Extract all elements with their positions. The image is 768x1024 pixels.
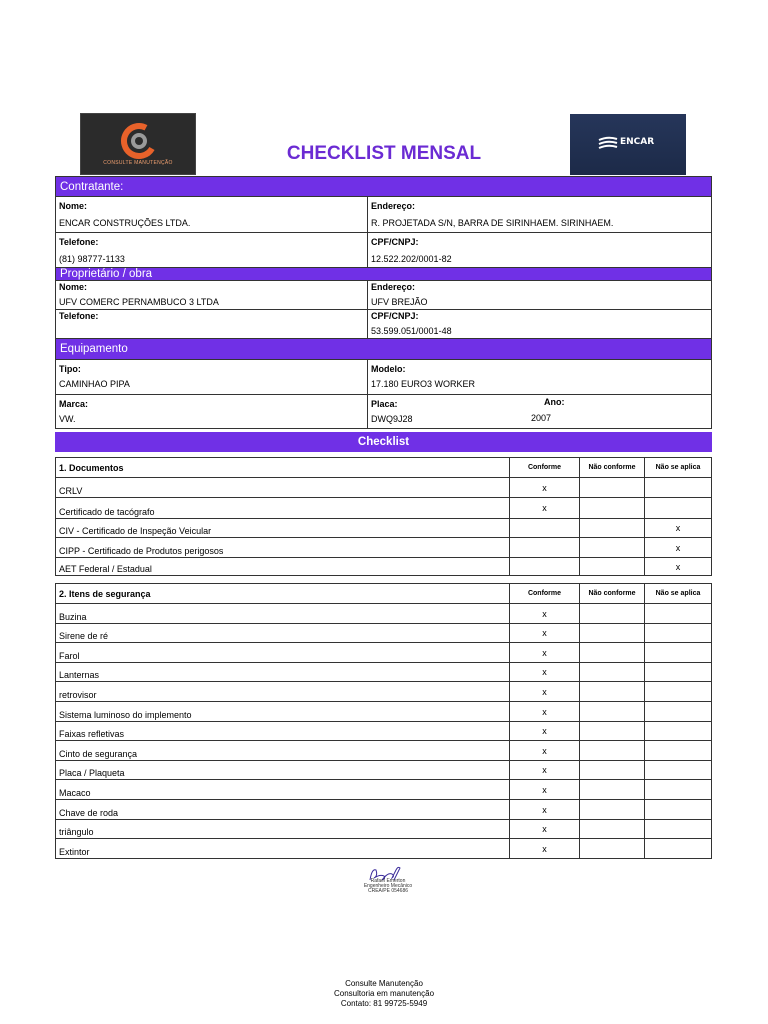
mark-conforme: x — [510, 722, 580, 740]
checklist-row — [56, 662, 711, 681]
endereco-value: R. PROJETADA S/N, BARRA DE SIRINHAEM. SIRINHAEM. — [371, 218, 614, 228]
cpf-value: 53.599.051/0001-48 — [371, 326, 452, 336]
col-nao-conforme: Não conforme — [580, 458, 645, 477]
mark-nao-se-aplica — [645, 624, 711, 642]
ano-value: 2007 — [531, 413, 552, 423]
mark-nao-conforme — [580, 702, 645, 721]
cpf-value: 12.522.202/0001-82 — [371, 254, 452, 264]
logo-right-text: ENCAR — [620, 137, 655, 147]
mark-nao-conforme — [580, 682, 645, 701]
page-title: CHECKLIST MENSAL — [286, 143, 482, 164]
placa-value: DWQ9J28 — [371, 414, 413, 424]
marca-value: VW. — [59, 414, 76, 424]
checklist-item-label: Farol — [56, 643, 510, 662]
mark-nao-se-aplica — [645, 682, 711, 701]
col-conforme: Conforme — [510, 458, 580, 477]
mark-conforme: x — [510, 682, 580, 701]
mark-conforme: x — [510, 702, 580, 721]
cpf-label: CPF/CNPJ: — [371, 311, 419, 321]
checklist-item-label: retrovisor — [56, 682, 510, 701]
checklist-row — [56, 819, 711, 838]
footer-line-2: Consultoria em manutenção — [333, 989, 435, 998]
equipamento-row-marca — [56, 394, 711, 428]
mark-nao-se-aplica — [645, 800, 711, 819]
telefone-label: Telefone: — [59, 237, 99, 247]
documentos-title: 1. Documentos — [56, 458, 510, 477]
checklist-row — [56, 603, 711, 623]
checklist-item-label: CRLV — [56, 478, 510, 497]
equipamento-section — [55, 338, 712, 429]
mark-conforme: x — [510, 498, 580, 518]
col-conforme: Conforme — [510, 584, 580, 603]
mark-conforme: x — [510, 839, 580, 858]
checklist-item-label: Buzina — [56, 604, 510, 623]
mark-nao-se-aplica: x — [675, 542, 681, 553]
cpf-label: CPF/CNPJ: — [371, 237, 419, 247]
mark-nao-conforme — [580, 839, 645, 858]
seguranca-table — [55, 583, 712, 859]
checklist-item-label: CIPP - Certificado de Produtos perigosos — [56, 538, 510, 557]
mark-nao-conforme — [580, 800, 645, 819]
tipo-label: Tipo: — [59, 364, 81, 374]
mark-conforme: x — [510, 741, 580, 760]
checklist-item-label: AET Federal / Estadual — [56, 558, 510, 575]
checklist-row — [56, 681, 711, 701]
mark-nao-se-aplica: x — [675, 523, 681, 533]
nome-label: Nome: — [59, 282, 88, 292]
checklist-row — [56, 557, 711, 575]
mark-nao-se-aplica — [645, 643, 711, 662]
mark-nao-conforme — [580, 741, 645, 760]
endereco-value: UFV BREJÃO — [371, 297, 428, 307]
mark-conforme: x — [510, 643, 580, 662]
tipo-value: CAMINHAO PIPA — [59, 379, 130, 389]
mark-nao-se-aplica — [645, 761, 711, 779]
mark-nao-conforme — [580, 558, 645, 575]
checklist-item-label: triângulo — [56, 820, 510, 838]
mark-conforme: x — [510, 478, 580, 497]
mark-nao-conforme — [580, 722, 645, 740]
checklist-row — [56, 642, 711, 662]
proprietario-header: Proprietário / obra — [56, 268, 711, 280]
mark-nao-se-aplica — [645, 722, 711, 740]
mark-conforme: x — [510, 780, 580, 799]
marca-label: Marca: — [59, 399, 89, 409]
contratante-row-nome — [56, 196, 711, 232]
encar-logo — [570, 114, 686, 175]
mark-nao-se-aplica — [645, 498, 711, 518]
mark-conforme: x — [510, 800, 580, 819]
telefone-value: (81) 98777-1133 — [59, 254, 125, 264]
mark-nao-conforme — [580, 663, 645, 681]
nome-value: UFV COMERC PERNAMBUCO 3 LTDA — [59, 297, 219, 307]
checklist-item-label: Faixas refletivas — [56, 722, 510, 740]
documentos-header-row — [56, 458, 711, 477]
col-nao-se-aplica: Não se aplica — [655, 590, 701, 597]
mark-conforme — [510, 519, 580, 537]
mark-nao-conforme — [580, 498, 645, 518]
checklist-item-label: Extintor — [56, 839, 510, 858]
checklist-row — [56, 838, 711, 858]
seguranca-header-row — [56, 584, 711, 603]
equipamento-header: Equipamento — [56, 339, 711, 359]
equipamento-row-tipo — [56, 359, 711, 394]
col-nao-se-aplica: Não se aplica — [655, 464, 701, 471]
mark-conforme: x — [510, 663, 580, 681]
mark-conforme: x — [510, 604, 580, 623]
checklist-row — [56, 537, 711, 557]
checklist-item-label: Chave de roda — [56, 800, 510, 819]
checklist-item-label: Lanternas — [56, 663, 510, 681]
modelo-value: 17.180 EURO3 WORKER — [371, 379, 476, 389]
telefone-label: Telefone: — [59, 311, 99, 321]
documentos-table — [55, 457, 712, 576]
proprietario-row-telefone — [56, 309, 711, 338]
checklist-item-label: Macaco — [56, 780, 510, 799]
contratante-header: Contratante: — [56, 177, 711, 196]
mark-conforme: x — [510, 624, 580, 642]
nome-value: ENCAR CONSTRUÇÕES LTDA. — [59, 218, 191, 228]
mark-nao-conforme — [580, 478, 645, 497]
mark-nao-se-aplica — [645, 663, 711, 681]
signature-role: Engenheiro Mecânico — [363, 883, 413, 889]
checklist-item-label: Sirene de ré — [56, 624, 510, 642]
checklist-title: Checklist — [55, 432, 712, 452]
checklist-row — [56, 721, 711, 740]
mark-conforme: x — [510, 761, 580, 779]
signature-name: Rafael Emerton — [370, 878, 406, 884]
endereco-label: Endereço: — [371, 282, 416, 292]
checklist-row — [56, 497, 711, 518]
contratante-row-telefone — [56, 232, 711, 267]
mark-nao-se-aplica — [645, 839, 711, 858]
checklist-item-label: Sistema luminoso do implemento — [56, 702, 510, 721]
mark-nao-se-aplica — [645, 478, 711, 497]
mark-nao-conforme — [580, 780, 645, 799]
placa-label: Placa: — [371, 399, 398, 409]
checklist-row — [56, 779, 711, 799]
modelo-label: Modelo: — [371, 364, 406, 374]
checklist-item-label: CIV - Certificado de Inspeção Veicular — [56, 519, 510, 537]
encar-swoosh-icon — [598, 136, 618, 150]
endereco-label: Endereço: — [371, 201, 416, 211]
checklist-item-label: Certificado de tacógrafo — [56, 498, 510, 518]
mark-nao-se-aplica — [645, 741, 711, 760]
checklist-row — [56, 760, 711, 779]
seguranca-title: 2. Itens de segurança — [56, 584, 510, 603]
mark-nao-conforme — [580, 604, 645, 623]
nome-label: Nome: — [59, 201, 88, 211]
contratante-section — [55, 176, 712, 268]
mark-nao-conforme — [580, 643, 645, 662]
checklist-item-label: Placa / Plaqueta — [56, 761, 510, 779]
proprietario-row-nome — [56, 280, 711, 309]
mark-nao-se-aplica — [645, 604, 711, 623]
checklist-header — [55, 432, 712, 452]
proprietario-section — [55, 267, 712, 339]
mark-nao-conforme — [580, 820, 645, 838]
checklist-row — [56, 518, 711, 537]
mark-nao-conforme — [580, 538, 645, 557]
mark-nao-se-aplica — [645, 702, 711, 721]
mark-conforme — [510, 538, 580, 557]
mark-nao-conforme — [580, 519, 645, 537]
mark-nao-se-aplica: x — [675, 561, 681, 572]
gear-logo-icon — [119, 122, 159, 160]
checklist-row — [56, 740, 711, 760]
ano-label: Ano: — [544, 397, 565, 407]
mark-nao-se-aplica — [645, 820, 711, 838]
checklist-row — [56, 701, 711, 721]
footer — [284, 979, 484, 1009]
footer-line-3: Contato: 81 99725-5949 — [340, 999, 428, 1008]
mark-nao-conforme — [580, 624, 645, 642]
engineer-signature — [340, 864, 428, 900]
signature-crea: CREA/PE 054686 — [367, 888, 409, 894]
logo-left-text: CONSULTE MANUTENÇÃO — [103, 160, 173, 166]
mark-nao-se-aplica — [645, 780, 711, 799]
mark-conforme: x — [510, 820, 580, 838]
footer-line-1: Consulte Manutenção — [345, 979, 423, 988]
checklist-row — [56, 799, 711, 819]
consulte-manutencao-logo — [80, 113, 196, 175]
col-nao-conforme: Não conforme — [580, 584, 645, 603]
checklist-row — [56, 477, 711, 497]
mark-nao-conforme — [580, 761, 645, 779]
checklist-item-label: Cinto de segurança — [56, 741, 510, 760]
checklist-row — [56, 623, 711, 642]
mark-conforme — [510, 558, 580, 575]
